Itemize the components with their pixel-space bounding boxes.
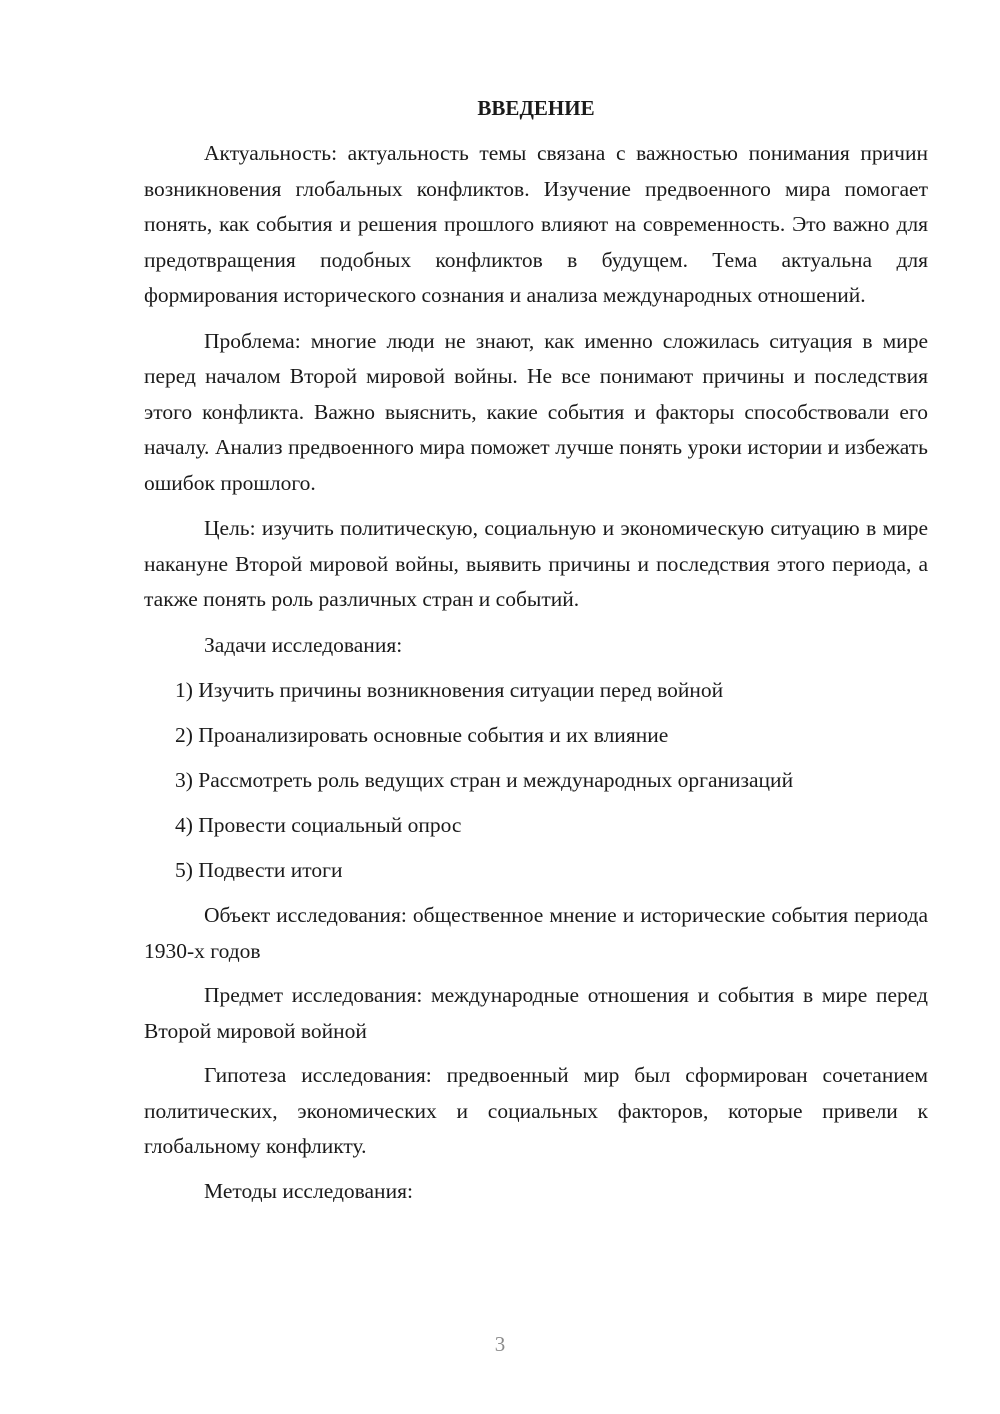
paragraph-relevance: Актуальность: актуальность темы связана с важностью понимания причин возникновения глобальных конфликтов. Изучение предвоенного мира помогает понять, как события и решения прошлого влияют на современность. Это важно для предотвращения подобных конфликтов в будущем. Тема актуальна для формирования исторического сознания и анализа международных отношений.: [144, 141, 928, 307]
page-number: 3: [494, 1332, 506, 1356]
paragraph-hypothesis: Гипотеза исследования: предвоенный мир был сформирован сочетанием политических, экономических и социальных факторов, которые привели к глобальному конфликту.: [144, 1063, 928, 1158]
task-item: 4) Провести социальный опрос: [175, 813, 462, 837]
methods-heading: Методы исследования:: [204, 1178, 413, 1203]
task-item: 2) Проанализировать основные события и их влияние: [175, 723, 669, 747]
task-item: 5) Подвести итоги: [175, 858, 343, 882]
task-item: 1) Изучить причины возникновения ситуации перед войной: [175, 678, 724, 702]
paragraph-subject: Предмет исследования: международные отношения и события в мире перед Второй мировой войной: [144, 983, 928, 1043]
document-page: [144, 92, 928, 1219]
tasks-heading: Задачи исследования:: [204, 632, 403, 657]
paragraph-goal: Цель: изучить политическую, социальную и экономическую ситуацию в мире накануне Второй мировой войны, выявить причины и последствия этого периода, а также понять роль различных стран и событий.: [144, 516, 928, 611]
paragraph-object: Объект исследования: общественное мнение и исторические события периода 1930-х годов: [144, 903, 928, 963]
section-title: ВВЕДЕНИЕ: [477, 96, 595, 120]
task-item: 3) Рассмотреть роль ведущих стран и международных организаций: [175, 768, 794, 792]
paragraph-problem: Проблема: многие люди не знают, как именно сложилась ситуация в мире перед началом Второй мировой войны. Не все понимают причины и последствия этого конфликта. Важно выяснить, какие события и факторы способствовали его началу. Анализ предвоенного мира поможет лучше понять уроки истории и избежать ошибок прошлого.: [144, 328, 928, 495]
